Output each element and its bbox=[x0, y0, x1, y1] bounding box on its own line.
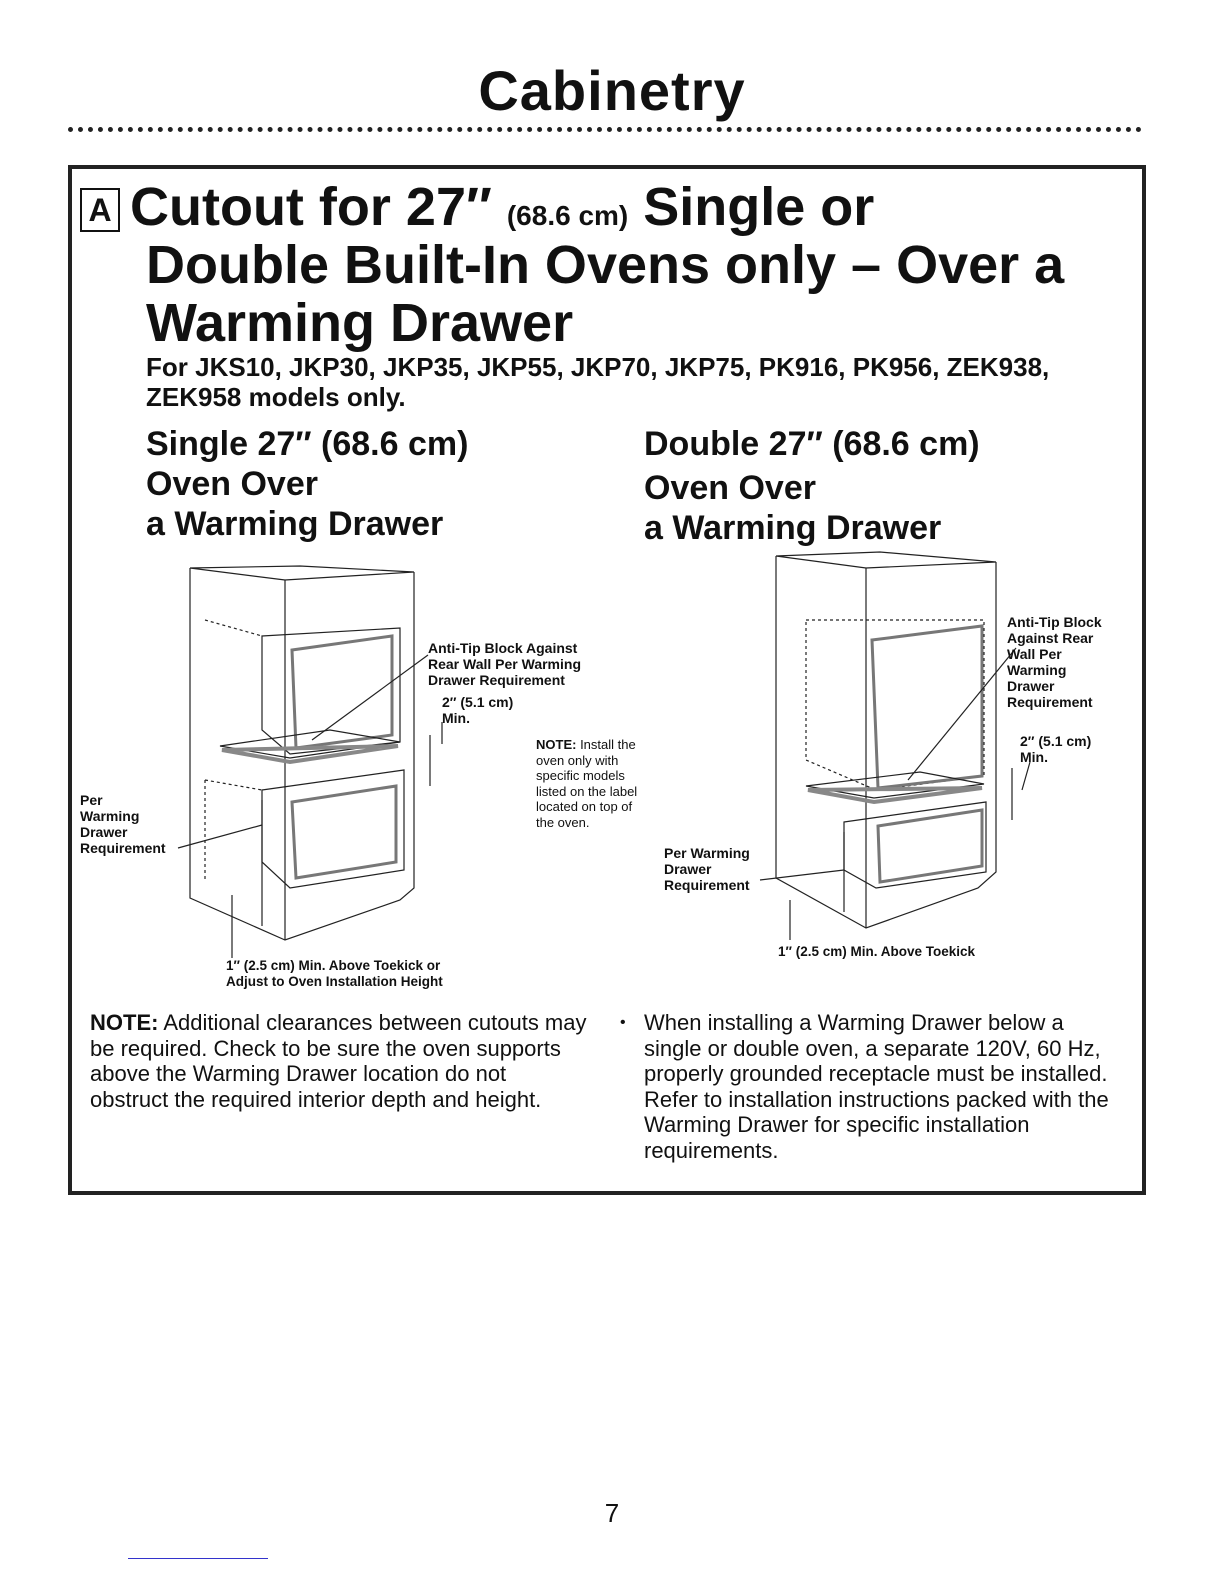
middle-note-line6: the oven. bbox=[536, 814, 590, 830]
double-per-warming-line2: Drawer bbox=[664, 861, 712, 877]
single-gap-line2: Min. bbox=[442, 710, 470, 726]
double-anti-tip-line3: Wall Per bbox=[1007, 646, 1062, 662]
double-oven-diagram bbox=[760, 552, 1030, 940]
middle-note-line3: specific models bbox=[536, 768, 625, 783]
double-per-warming-label bbox=[664, 845, 750, 893]
single-per-warming-line3: Drawer bbox=[80, 824, 128, 840]
single-per-warming-line2: Warming bbox=[80, 808, 140, 824]
title-part1: Cutout for 27″ bbox=[130, 177, 492, 237]
single-anti-tip-line2: Rear Wall Per Warming bbox=[428, 656, 582, 672]
page-title: Cabinetry bbox=[478, 59, 746, 122]
section-badge: A bbox=[80, 188, 120, 232]
double-anti-tip-line1: Anti-Tip Block bbox=[1007, 614, 1102, 630]
double-heading-line2: Oven Over bbox=[644, 469, 816, 507]
double-per-warming-line3: Requirement bbox=[664, 877, 750, 893]
single-gap-line1: 2″ (5.1 cm) bbox=[442, 694, 514, 710]
middle-note bbox=[536, 737, 637, 830]
title-part2: Single or bbox=[643, 177, 875, 237]
single-heading-line2: Oven Over bbox=[146, 465, 318, 503]
double-anti-tip-line6: Requirement bbox=[1007, 694, 1093, 710]
page-number: 7 bbox=[604, 1498, 620, 1528]
double-gap-line2: Min. bbox=[1020, 749, 1048, 765]
single-heading-line3: a Warming Drawer bbox=[146, 505, 444, 543]
middle-note-line2: oven only with bbox=[536, 752, 619, 768]
single-anti-tip-label bbox=[428, 640, 581, 688]
double-heading-line1: Double 27″ (68.6 cm) bbox=[644, 425, 980, 463]
clearance-note-label: NOTE: bbox=[90, 1010, 159, 1035]
double-anti-tip-line2: Against Rear bbox=[1007, 630, 1094, 646]
double-anti-tip-label bbox=[1007, 614, 1102, 710]
middle-note-line5: located on top of bbox=[536, 799, 633, 814]
title-metric: (68.6 cm) bbox=[506, 200, 629, 231]
bullet: • bbox=[620, 1014, 626, 1031]
single-toekick-line1: 1″ (2.5 cm) Min. Above Toekick or bbox=[226, 958, 441, 973]
section-title-line3: Warming Drawer bbox=[146, 293, 574, 353]
single-per-warming-line1: Per bbox=[80, 792, 103, 808]
single-toekick-line2: Adjust to Oven Installation Height bbox=[226, 974, 443, 989]
double-gap-line1: 2″ (5.1 cm) bbox=[1020, 733, 1092, 749]
middle-note-label: NOTE: bbox=[536, 737, 577, 752]
single-heading-line1: Single 27″ (68.6 cm) bbox=[146, 425, 469, 463]
clearance-note-text: Additional clearances between cutouts may be required. Check to be sure the oven supports above the Warming Drawer location do not obstruct the required interior depth and height. bbox=[90, 1010, 587, 1112]
single-gap-label bbox=[442, 694, 513, 726]
double-toekick-label: 1″ (2.5 cm) Min. Above Toekick bbox=[778, 944, 976, 959]
double-anti-tip-line5: Drawer bbox=[1007, 678, 1055, 694]
middle-note-line1: Install the bbox=[576, 737, 636, 752]
single-oven-diagram bbox=[178, 566, 442, 958]
single-per-warming-label bbox=[80, 792, 166, 856]
double-gap-label bbox=[1020, 733, 1091, 765]
double-anti-tip-line4: Warming bbox=[1007, 662, 1067, 678]
middle-note-line4: listed on the label bbox=[536, 783, 638, 799]
models-note: For JKS10, JKP30, JKP35, JKP55, JKP70, JKP75, PK916, PK956, ZEK938, ZEK958 models only. bbox=[146, 352, 1050, 412]
single-anti-tip-line1: Anti-Tip Block Against bbox=[428, 640, 578, 656]
receptacle-note: When installing a Warming Drawer below a single or double oven, a separate 120V, 60 Hz, properly grounded receptacle must be installed. Refer to installation instructions packed with the Warming Drawer for specific installation requirements. bbox=[644, 1010, 1109, 1163]
double-per-warming-line1: Per Warming bbox=[664, 845, 750, 861]
clearance-note bbox=[90, 1010, 590, 1112]
single-per-warming-line4: Requirement bbox=[80, 840, 166, 856]
section-title-line2: Double Built-In Ovens only – Over a bbox=[146, 235, 1065, 295]
single-toekick-label bbox=[226, 958, 443, 990]
single-anti-tip-line3: Drawer Requirement bbox=[428, 672, 565, 688]
footer-line bbox=[128, 1558, 268, 1559]
double-heading-line3: a Warming Drawer bbox=[644, 509, 942, 547]
